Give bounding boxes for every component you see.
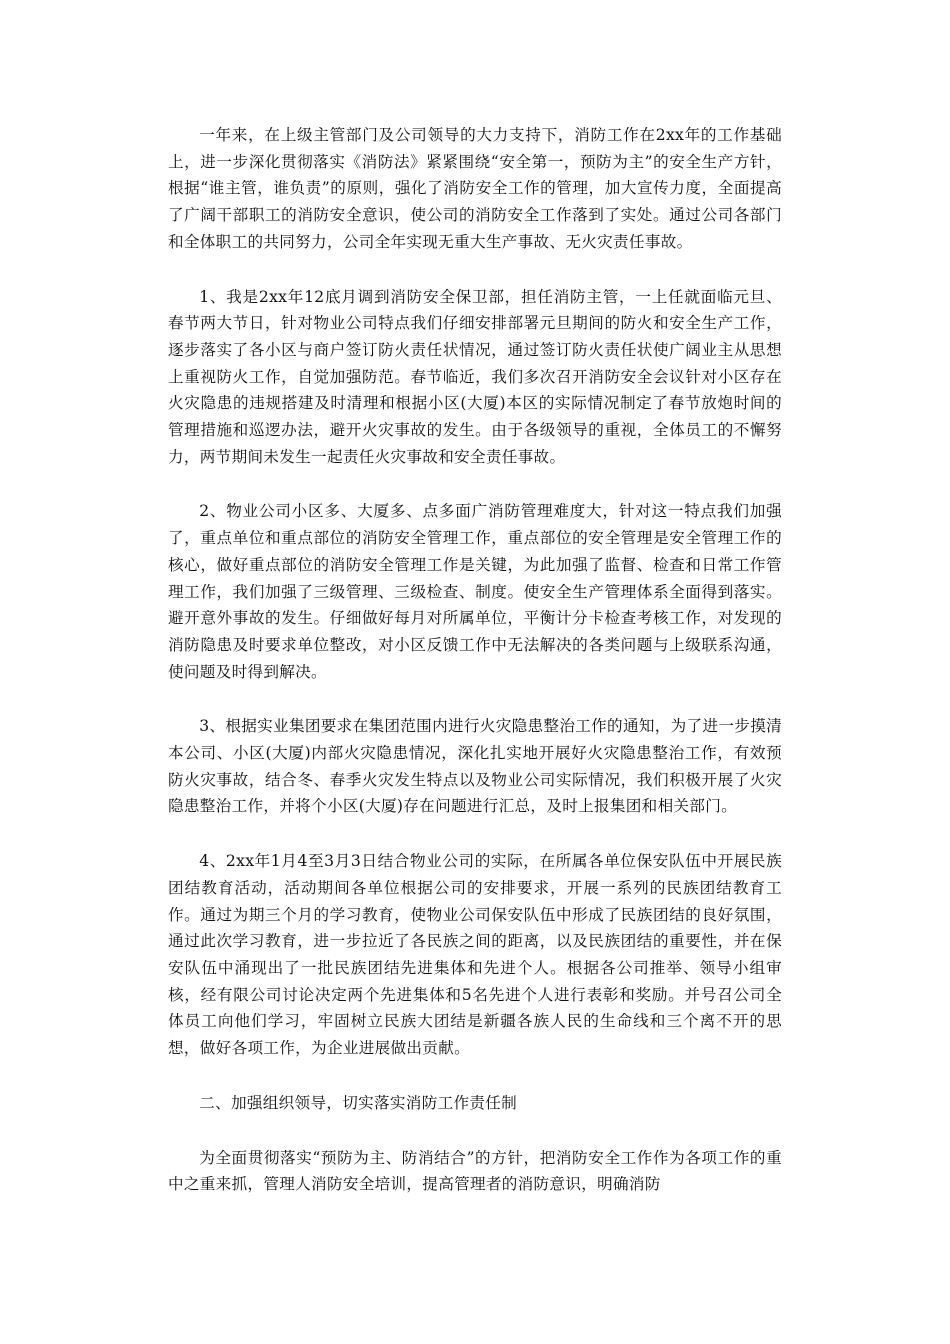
- item-1-paragraph: 1、我是2xx年12底月调到消防安全保卫部，担任消防主管，一上任就面临元旦、春节两大节日，针对物业公司特点我们仔细安排部署元旦期间的防火和安全生产工作，逐步落实了各小区与商户签订防火责任状情况，通过签订防火责任状使广阔业主从思想上重视防火工作，自觉加强防范。春节临近，我们多次召开消防安全会议针对小区存在火灾隐患的违规搭建及时清理和根据小区(大厦)本区的实际情况制定了春节放炮时间的管理措施和巡逻办法，避开火灾事故的发生。由于各级领导的重视，全体员工的不懈努力，两节期间未发生一起责任火灾事故和安全责任事故。: [168, 287, 782, 466]
- intro-paragraph: 一年来，在上级主管部门及公司领导的大力支持下，消防工作在2xx年的工作基础上，进一步深化贯彻落实《消防法》紧紧围绕“安全第一，预防为主”的安全生产方针，根据“谁主管，谁负责”的原则，强化了消防安全工作的管理，加大宣传力度，全面提高了广阔干部职工的消防安全意识，使公司的消防安全工作落到了实处。通过公司各部门和全体职工的共同努力，公司全年实现无重大生产事故、无火灾责任事故。: [168, 126, 782, 251]
- item-4-paragraph: 4、2xx年1月4至3月3日结合物业公司的实际，在所属各单位保安队伍中开展民族团结教育活动，活动期间各单位根据公司的安排要求，开展一系列的民族团结教育工作。通过为期三个月的学习教育，使物业公司保安队伍中形成了民族团结的良好氛围，通过此次学习教育，进一步拉近了各民族之间的距离，以及民族团结的重要性，并在保安队伍中涌现出了一批民族团结先进集体和先进个人。根据各公司推举、领导小组审核，经有限公司讨论决定两个先进集体和5名先进个人进行表彰和奖励。并号召公司全体员工向他们学习，牢固树立民族大团结是新疆各族人民的生命线和三个离不开的思想，做好各项工作，为企业进展做出贡献。: [168, 852, 782, 1058]
- section-2-heading: 二、加强组织领导，切实落实消防工作责任制: [199, 1093, 518, 1112]
- document-page: [168, 122, 782, 1198]
- item-3-paragraph: 3、根据实业集团要求在集团范围内进行火灾隐患整治工作的通知，为了进一步摸清本公司、小区(大厦)内部火灾隐患情况，深化扎实地开展好火灾隐患整治工作，有效预防火灾事故，结合冬、春季火灾发生特点以及物业公司实际情况，我们积极开展了火灾隐患整治工作，并将个小区(大厦)存在问题进行汇总，及时上报集团和相关部门。: [168, 717, 782, 816]
- section-2-paragraph: 为全面贯彻落实“预防为主、防消结合”的方针，把消防安全工作作为各项工作的重中之重来抓，管理人消防安全培训，提高管理者的消防意识，明确消防: [168, 1148, 782, 1194]
- item-2-paragraph: 2、物业公司小区多、大厦多、点多面广消防管理难度大，针对这一特点我们加强了，重点单位和重点部位的消防安全管理工作，重点部位的安全管理是安全管理工作的核心，做好重点部位的消防安全管理工作是关键，为此加强了监督、检查和日常工作管理工作，我们加强了三级管理、三级检查、制度。使安全生产管理体系全面得到落实。避开意外事故的发生。仔细做好每月对所属单位，平衡计分卡检查考核工作，对发现的消防隐患及时要求单位整改，对小区反馈工作中无法解决的各类问题与上级联系沟通，使问题及时得到解决。: [168, 502, 782, 681]
